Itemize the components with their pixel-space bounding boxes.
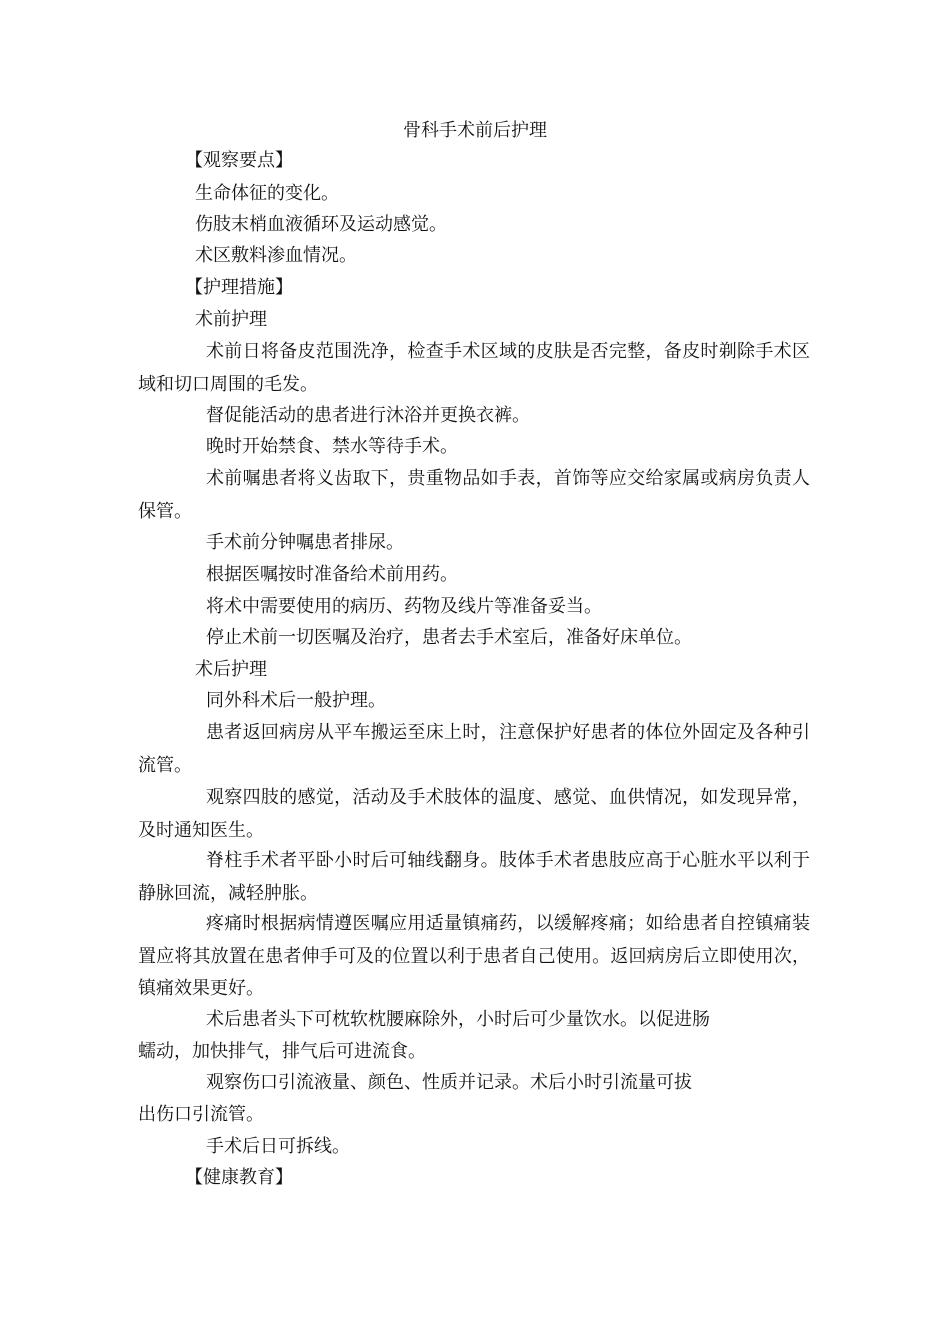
- section-heading-education: 【健康教育】: [185, 1167, 293, 1188]
- section-heading-observation: 【观察要点】: [185, 150, 293, 171]
- paragraph: 停止术前一切医嘱及治疗，患者去手术室后，准备好床单位。: [206, 627, 692, 648]
- subheading-preop: 术前护理: [195, 309, 267, 330]
- paragraph: 术区敷料渗血情况。: [195, 245, 357, 266]
- paragraph: 患者返回病房从平车搬运至床上时，注意保护好患者的体位外固定及各种引流管。: [138, 722, 810, 776]
- paragraph-continuation: 出伤口引流管。: [138, 1104, 264, 1125]
- paragraph: 观察伤口引流液量、颜色、性质并记录。术后小时引流量可拔: [206, 1072, 692, 1093]
- paragraph: 手术前分钟嘱患者排尿。: [206, 532, 404, 553]
- subheading-postop: 术后护理: [195, 659, 267, 680]
- paragraph: 根据医嘱按时准备给术前用药。: [206, 564, 458, 585]
- paragraph: 生命体征的变化。: [195, 183, 339, 204]
- paragraph: 观察四肢的感觉，活动及手术肢体的温度、感觉、血供情况，如发现异常，及时通知医生。: [138, 787, 810, 841]
- paragraph: 术前日将备皮范围洗净，检查手术区域的皮肤是否完整，备皮时剃除手术区域和切口周围的毛发。: [138, 341, 810, 395]
- paragraph: 脊柱手术者平卧小时后可轴线翻身。肢体手术者患肢应高于心脏水平以利于静脉回流，减轻肿胀。: [138, 850, 810, 904]
- page-title: 骨科手术前后护理: [403, 120, 547, 141]
- paragraph: 术后患者头下可枕软枕腰麻除外，小时后可少量饮水。以促进肠: [206, 1009, 710, 1030]
- paragraph: 将术中需要使用的病历、药物及线片等准备妥当。: [206, 596, 602, 617]
- paragraph: 术前嘱患者将义齿取下，贵重物品如手表，首饰等应交给家属或病房负责人保管。: [138, 468, 810, 522]
- paragraph: 晚时开始禁食、禁水等待手术。: [206, 436, 458, 457]
- paragraph: 同外科术后一般护理。: [206, 690, 386, 711]
- paragraph: 督促能活动的患者进行沐浴并更换衣裤。: [206, 405, 530, 426]
- paragraph-continuation: 蠕动，加快排气，排气后可进流食。: [138, 1041, 426, 1062]
- paragraph: 疼痛时根据病情遵医嘱应用适量镇痛药，以缓解疼痛；如给患者自控镇痛装置应将其放置在患者伸手可及的位置以利于患者自己使用。返回病房后立即使用次，镇痛效果更好。: [138, 913, 810, 999]
- paragraph: 伤肢末梢血液循环及运动感觉。: [195, 214, 447, 235]
- section-heading-nursing: 【护理措施】: [185, 277, 293, 298]
- paragraph: 手术后日可拆线。: [206, 1136, 350, 1157]
